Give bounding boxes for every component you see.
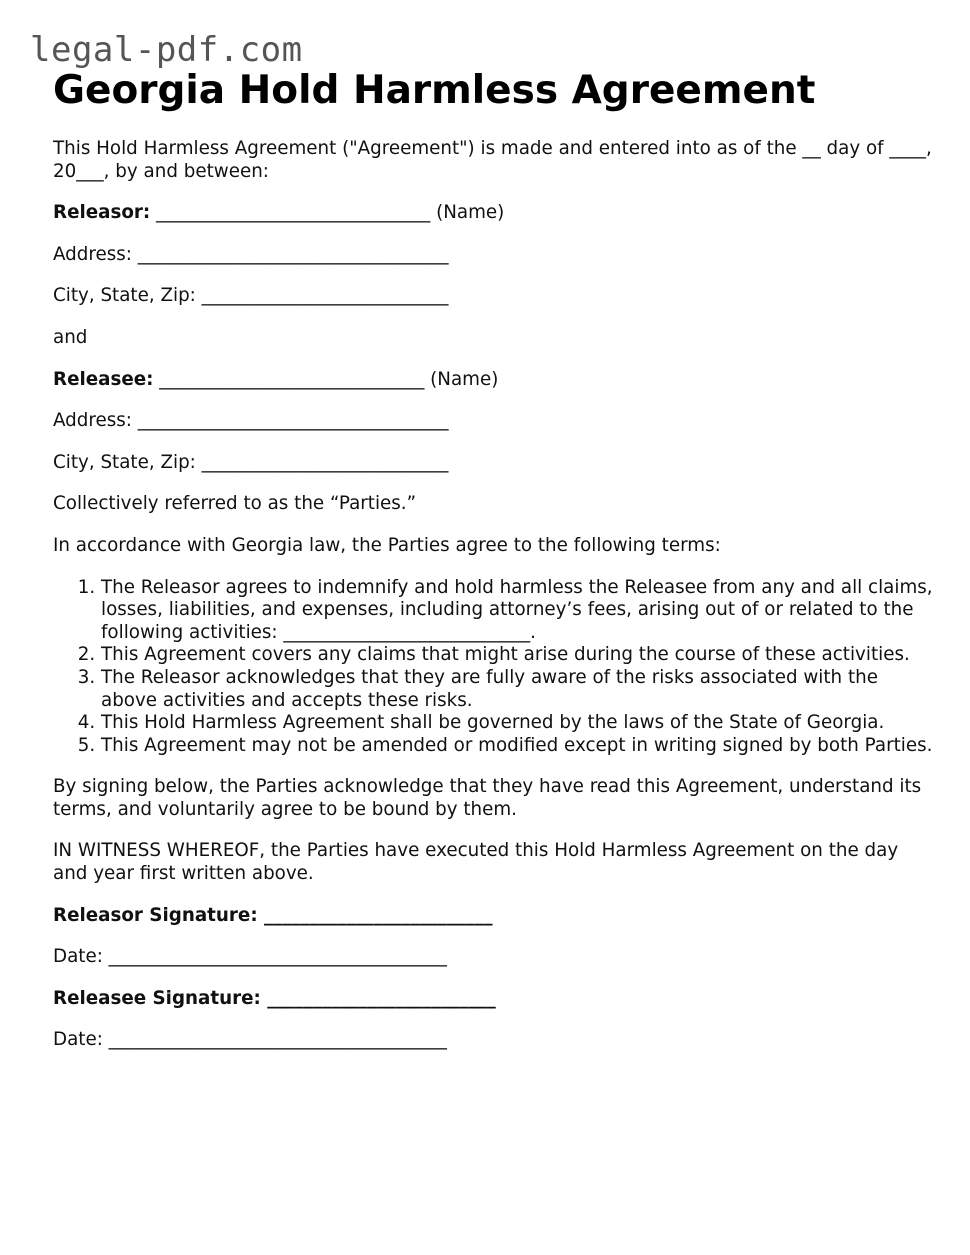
term-item: 5. This Agreement may not be amended or modified except in writing signed by both Parties. [101,735,933,758]
releasor-name-line [53,202,933,225]
collective-paragraph: Collectively referred to as the “Parties.” [53,493,417,515]
and-text: and [53,326,88,348]
document-body [53,138,933,1052]
releasee-signature-line: Releasee Signature: _________________________ [53,987,496,1009]
releasee-name-line [53,369,933,392]
intro-paragraph: This Hold Harmless Agreement ("Agreement") is made and entered into as of the __ day of ____, 20___, by and between: [53,138,932,182]
acknowledge-paragraph: By signing below, the Parties acknowledge that they have read this Agreement, understand its terms, and voluntarily agree to be bound by them. [53,776,922,820]
releasor-label: Releasor: [53,202,151,224]
releasor-date-line: Date: _____________________________________ [53,946,447,968]
releasor-city-line: City, State, Zip: ___________________________ [53,285,449,307]
releasor-signature-line: Releasor Signature: _________________________ [53,904,493,926]
watermark: legal-pdf.com [30,30,303,70]
document-title: Georgia Hold Harmless Agreement [53,68,816,113]
releasee-label: Releasee: [53,368,154,390]
releasee-city-line: City, State, Zip: ___________________________ [53,451,449,473]
releasor-address-line: Address: __________________________________ [53,243,449,265]
releasor-name-field: ______________________________ (Name) [150,202,505,224]
term-item: 1. The Releasor agrees to indemnify and hold harmless the Releasee from any and all claims, losses, liabilities, and expenses, including attorney’s fees, arising out of or related to the following activities: ___________________________. [101,577,933,645]
term-item: 3. The Releasor acknowledges that they are fully aware of the risks associated with the above activities and accepts these risks. [101,667,933,712]
term-item: 4. This Hold Harmless Agreement shall be governed by the laws of the State of Georgia. [101,712,933,735]
releasee-date-line: Date: _____________________________________ [53,1029,447,1051]
terms-list [53,577,933,758]
document-page [53,68,933,1071]
term-item: 2. This Agreement covers any claims that might arise during the course of these activities. [101,644,933,667]
witness-paragraph: IN WITNESS WHEREOF, the Parties have executed this Hold Harmless Agreement on the day and year first written above. [53,840,899,885]
accordance-paragraph: In accordance with Georgia law, the Parties agree to the following terms: [53,534,721,556]
releasee-address-line: Address: __________________________________ [53,410,449,432]
releasee-name-field: _____________________________ (Name) [153,368,499,390]
